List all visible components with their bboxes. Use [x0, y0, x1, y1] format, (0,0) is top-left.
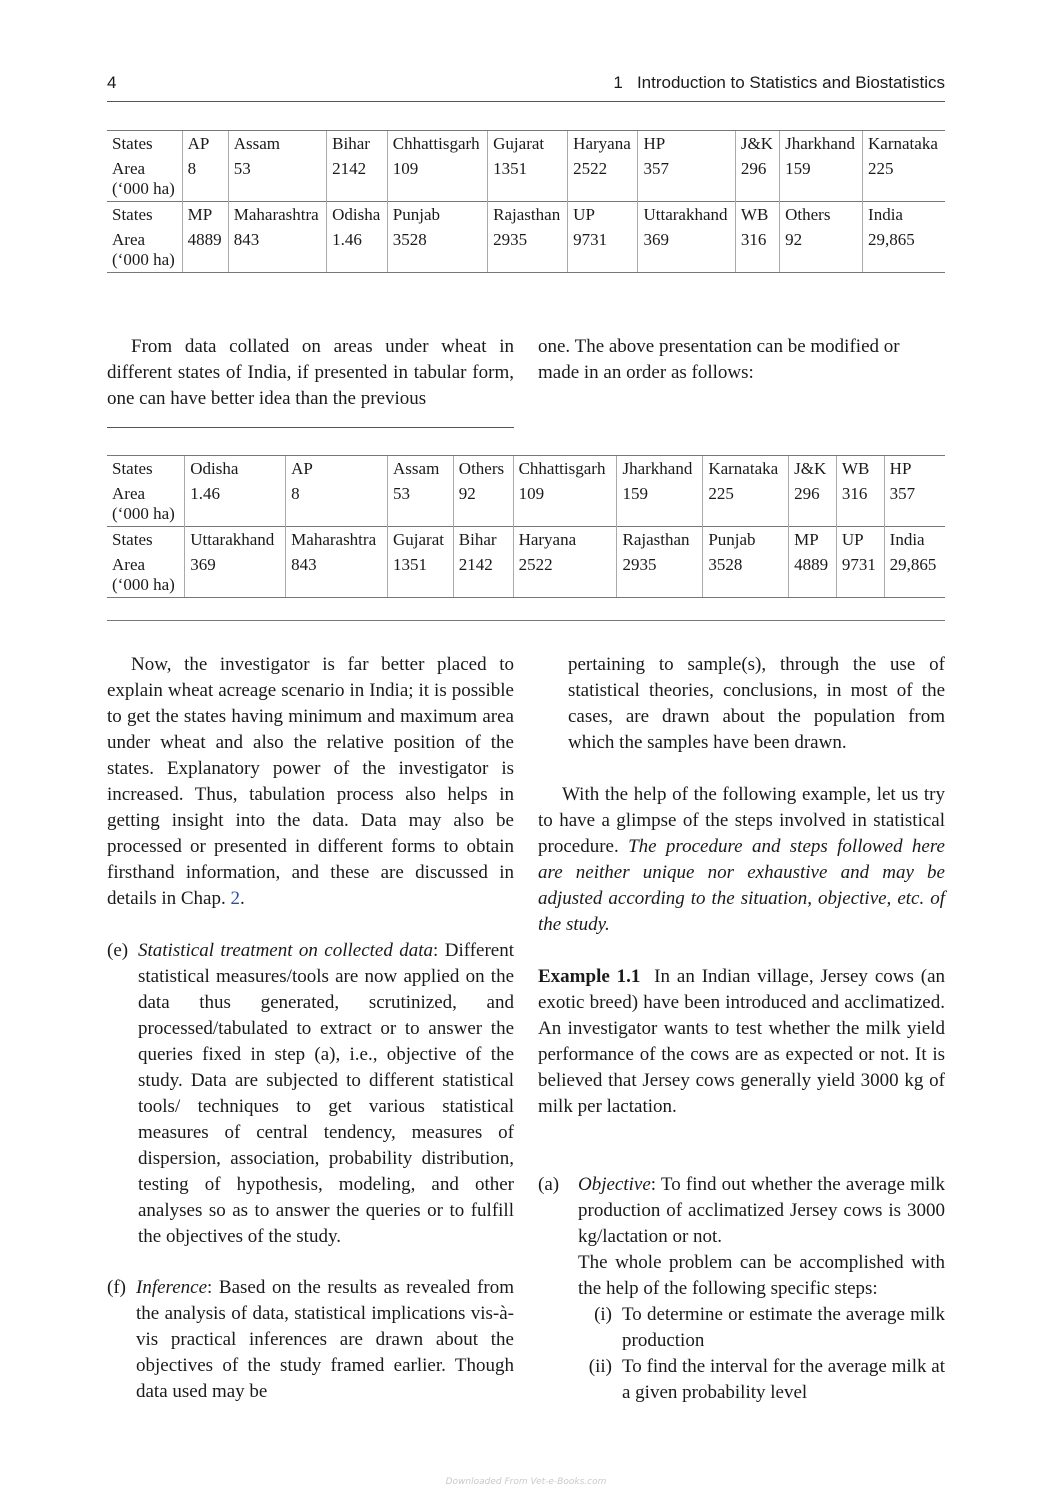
table-row — [107, 481, 945, 527]
header-rule — [107, 101, 945, 102]
table-cell: AP — [182, 131, 228, 157]
example-paragraph — [538, 964, 950, 1120]
table-cell: 3528 — [387, 227, 487, 273]
table-cell: Bihar — [327, 131, 388, 157]
table-cell: Jharkhand — [617, 456, 703, 482]
wheat-area-table-1 — [107, 130, 945, 273]
table-cell: 4889 — [182, 227, 228, 273]
sub-text-ii: To find the interval for the average milk at a given probability level — [622, 1356, 945, 1403]
sub-item-ii — [578, 1354, 945, 1406]
table-cell: 1.46 — [327, 227, 388, 273]
table-cell: Uttarakhand — [185, 527, 286, 553]
table-cell: WB — [735, 202, 779, 228]
table-cell: Rajasthan — [617, 527, 703, 553]
table-cell: Maharashtra — [286, 527, 388, 553]
sub-label-ii: (ii) — [588, 1356, 612, 1377]
table-cell: MP — [182, 202, 228, 228]
table-row — [107, 227, 945, 273]
table-row — [107, 131, 945, 157]
table-cell: Odisha — [185, 456, 286, 482]
table-cell: Haryana — [513, 527, 617, 553]
table-cell: 4889 — [789, 552, 837, 598]
table-cell: 92 — [453, 481, 513, 527]
sub-text-i: To determine or estimate the average milk production — [622, 1304, 945, 1351]
row-header-cell: States — [107, 456, 185, 482]
row-header-cell: Area (‘000 ha) — [112, 159, 175, 198]
table-cell: 159 — [617, 481, 703, 527]
table-end-rule — [107, 620, 945, 621]
item-a-continued: The whole problem can be accomplished with the help of the following specific steps: — [578, 1252, 945, 1299]
section-rule — [107, 427, 514, 428]
table-cell: Jharkhand — [780, 131, 863, 157]
table-cell: Others — [453, 456, 513, 482]
table-cell: J&K — [735, 131, 779, 157]
row-header-cell: States — [107, 131, 182, 157]
list-item-e — [107, 938, 514, 1250]
table-cell: Haryana — [568, 131, 638, 157]
table-cell: Uttarakhand — [638, 202, 735, 228]
table-cell: 843 — [286, 552, 388, 598]
table-cell: 225 — [703, 481, 789, 527]
table-cell: HP — [884, 456, 945, 482]
table-cell: 2935 — [488, 227, 568, 273]
table-row — [107, 527, 945, 553]
table-cell: Rajasthan — [488, 202, 568, 228]
item-f-title: Inference — [136, 1277, 208, 1298]
table-cell: 8 — [182, 156, 228, 202]
table-cell: 1351 — [488, 156, 568, 202]
procedure-paragraph: With the help of the following example, let us try to have a glimpse of the steps involved in statistical procedure. The procedure and steps followed here are neither unique nor exhaustive and may be adjusted according to the situation, objective, etc. of the study. — [538, 784, 945, 935]
table-cell: HP — [638, 131, 735, 157]
page-number: 4 — [107, 73, 117, 92]
table-cell: MP — [789, 527, 837, 553]
table-cell: UP — [836, 527, 884, 553]
table-cell: UP — [568, 202, 638, 228]
wheat-area-table-2 — [107, 455, 945, 598]
table-cell: 2935 — [617, 552, 703, 598]
table-cell: 109 — [513, 481, 617, 527]
table-cell: Assam — [388, 456, 454, 482]
table-cell: 357 — [884, 481, 945, 527]
table-cell: Karnataka — [703, 456, 789, 482]
table-cell: 92 — [780, 227, 863, 273]
table-cell: Bihar — [453, 527, 513, 553]
table-cell: Maharashtra — [228, 202, 326, 228]
example-text: In an Indian village, Jersey cows (an exotic breed) have been introduced and acclimatized. An investigator wants to test whether the milk yield performance of the cows are as expected or not. It is believed that Jersey cows generally yield 3000 kg of milk per lactation. — [538, 966, 950, 1117]
table-cell: 296 — [789, 481, 837, 527]
table-cell: Gujarat — [488, 131, 568, 157]
item-e-title: Statistical treatment on collected data — [138, 940, 434, 961]
sub-item-i — [578, 1302, 945, 1354]
table-cell: Chhattisgarh — [387, 131, 487, 157]
table-row — [107, 552, 945, 598]
example-label: Example 1.1 — [538, 966, 641, 987]
table-cell: WB — [836, 456, 884, 482]
list-label-a: (a) — [538, 1174, 560, 1195]
chapter-link[interactable]: 2 — [230, 888, 240, 909]
table-cell: Punjab — [387, 202, 487, 228]
sub-label-i: (i) — [594, 1304, 612, 1325]
running-title: 1 Introduction to Statistics and Biostatistics — [613, 73, 945, 92]
row-header-cell: States — [107, 527, 185, 553]
table-cell: 29,865 — [884, 552, 945, 598]
table-row — [107, 202, 945, 228]
table-cell: Karnataka — [863, 131, 945, 157]
intro-paragraph-left: From data collated on areas under wheat in different states of India, if presented in tabular form, one can have better idea than the previous — [107, 336, 514, 409]
table-cell: 316 — [735, 227, 779, 273]
row-header-cell: Area (‘000 ha) — [107, 227, 182, 273]
table-cell: 9731 — [836, 552, 884, 598]
table-cell: 369 — [638, 227, 735, 273]
table-cell: 225 — [863, 156, 945, 202]
table-cell: 159 — [780, 156, 863, 202]
list-label-f: (f) — [107, 1277, 126, 1298]
table-cell: 109 — [387, 156, 487, 202]
table-cell: Assam — [228, 131, 326, 157]
item-e-text: : Different statistical measures/tools are now applied on the data thus generated, scrutinized, and processed/tabulated to extract or to answer the queries fixed in step (a), i.e., objective of the study. Data are subjected to different statistical tools/ techniques to get various statistical measures of central tendency, measures of dispersion, association, probability distribution, testing of hypothesis, modeling, and other analyses so as to answer the queries or to fulfill the objectives of the study. — [138, 940, 515, 1247]
table-row — [107, 456, 945, 482]
table-cell: 369 — [185, 552, 286, 598]
intro-paragraph-right: one. The above presentation can be modified or made in an order as follows: — [538, 336, 900, 383]
table-row — [107, 156, 945, 202]
table-cell: AP — [286, 456, 388, 482]
item-a-title: Objective — [578, 1174, 651, 1195]
procedure-note: The procedure and steps followed here are neither unique nor exhaustive and may be adjusted according to the situation, objective, etc. of the study. — [538, 836, 945, 935]
table-cell: J&K — [789, 456, 837, 482]
table-cell: 316 — [836, 481, 884, 527]
table-cell: 1351 — [388, 552, 454, 598]
item-f-text: : Based on the results as revealed from the analysis of data, statistical implications vis-à-vis practical inferences are drawn about the objectives of the study framed earlier. Though data used may be — [136, 1277, 514, 1402]
table-cell: 53 — [388, 481, 454, 527]
table-cell: 2522 — [513, 552, 617, 598]
table-cell: 8 — [286, 481, 388, 527]
table-cell: India — [884, 527, 945, 553]
table-cell: Punjab — [703, 527, 789, 553]
table-cell: Chhattisgarh — [513, 456, 617, 482]
tabulation-paragraph: Now, the investigator is far better placed to explain wheat acreage scenario in India; it is possible to get the states having minimum and maximum area under wheat and also the relative position of the states. Explanatory power of the investigator is increased. Thus, tabulation process also helps in getting insight into the data. Data may also be processed or presented in different forms to obtain firsthand information, and these are discussed in details in Chap. 2. — [107, 654, 514, 909]
table-cell: 29,865 — [863, 227, 945, 273]
table-cell: India — [863, 202, 945, 228]
list-item-a — [538, 1172, 945, 1406]
table-cell: 3528 — [703, 552, 789, 598]
row-header-cell: States — [107, 202, 182, 228]
table-cell: Odisha — [327, 202, 388, 228]
list-item-f — [107, 1275, 514, 1405]
table-cell: 357 — [638, 156, 735, 202]
table-cell: 296 — [735, 156, 779, 202]
table-cell: 53 — [228, 156, 326, 202]
watermark: Downloaded From Vet-e-Books.com — [445, 1477, 607, 1487]
table-cell: 2522 — [568, 156, 638, 202]
row-header-cell: Area (‘000 ha) — [107, 552, 185, 598]
table-cell: 1.46 — [185, 481, 286, 527]
item-a-text: : To find out whether the average milk production of acclimatized Jersey cows is 3000 kg/lactation or not. — [578, 1174, 945, 1247]
table-cell: Others — [780, 202, 863, 228]
list-label-e: (e) — [107, 940, 129, 961]
row-header-cell: Area (‘000 ha) — [112, 484, 175, 523]
table-cell: 9731 — [568, 227, 638, 273]
table-cell: 2142 — [327, 156, 388, 202]
table-cell: 2142 — [453, 552, 513, 598]
table-cell: 843 — [228, 227, 326, 273]
continued-paragraph: pertaining to sample(s), through the use of statistical theories, conclusions, in most of the cases, are drawn about the population from which the samples have been drawn. — [568, 654, 945, 753]
table-cell: Gujarat — [388, 527, 454, 553]
